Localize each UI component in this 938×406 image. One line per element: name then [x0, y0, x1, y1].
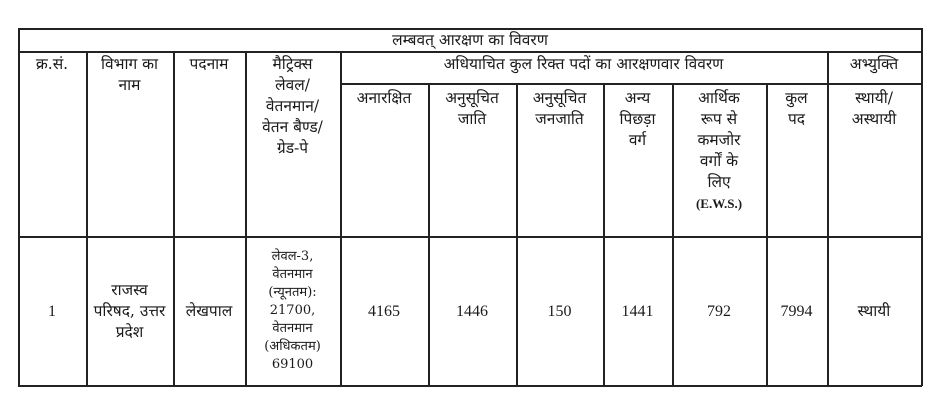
header-total: कुल पद: [785, 89, 808, 128]
row-serial: 1: [48, 302, 56, 320]
row-obc: 1441: [621, 302, 654, 320]
row-unreserved: 4165: [368, 302, 400, 320]
row-permanence: स्थायी: [857, 301, 891, 320]
row-st: 150: [547, 302, 572, 320]
row-sc: 1446: [456, 302, 488, 320]
table-title: लम्बवत् आरक्षण का विवरण: [392, 30, 548, 49]
header-remarks: अभ्युक्ति: [849, 55, 899, 73]
header-ews-abbr: (E.W.S.): [695, 196, 743, 211]
header-pay-level: मैट्रिक्स लेवल/ वेतनमान/ वेतन बैण्ड/ ग्रेड-पे: [262, 55, 323, 157]
row-ews: 792: [707, 302, 731, 320]
row-designation: लेखपाल: [185, 301, 233, 320]
header-serial: क्र.सं.: [35, 55, 69, 73]
header-st: अनुसूचित जनजाति: [532, 89, 587, 128]
row-total: 7994: [780, 302, 813, 320]
header-permanence: स्थायी/ अस्थायी: [851, 89, 897, 128]
table-border-bottom: [18, 385, 922, 387]
header-vacancy-group: अधियाचित कुल रिक्त पदों का आरक्षणवार विवरण: [443, 55, 724, 73]
col-line-11: [921, 28, 923, 386]
row-department: राजस्व परिषद, उत्तर प्रदेश: [93, 280, 166, 341]
header-ews: आर्थिक रूप से कमजोर वर्गों के लिए (E.W.S.): [672, 88, 766, 214]
header-unreserved: अनारक्षित: [356, 89, 412, 107]
row-pay-level: लेवल-3, वेतनमान (न्यूनतम): 21700, वेतनमान (अधिकतम) 69100: [264, 249, 321, 372]
header-obc: अन्य पिछड़ा वर्ग: [619, 89, 656, 149]
header-designation: पदनाम: [189, 55, 229, 73]
title-row-divider: [18, 51, 922, 53]
header-sc: अनुसूचित जाति: [445, 89, 499, 128]
header-department: विभाग का नाम: [100, 55, 159, 94]
